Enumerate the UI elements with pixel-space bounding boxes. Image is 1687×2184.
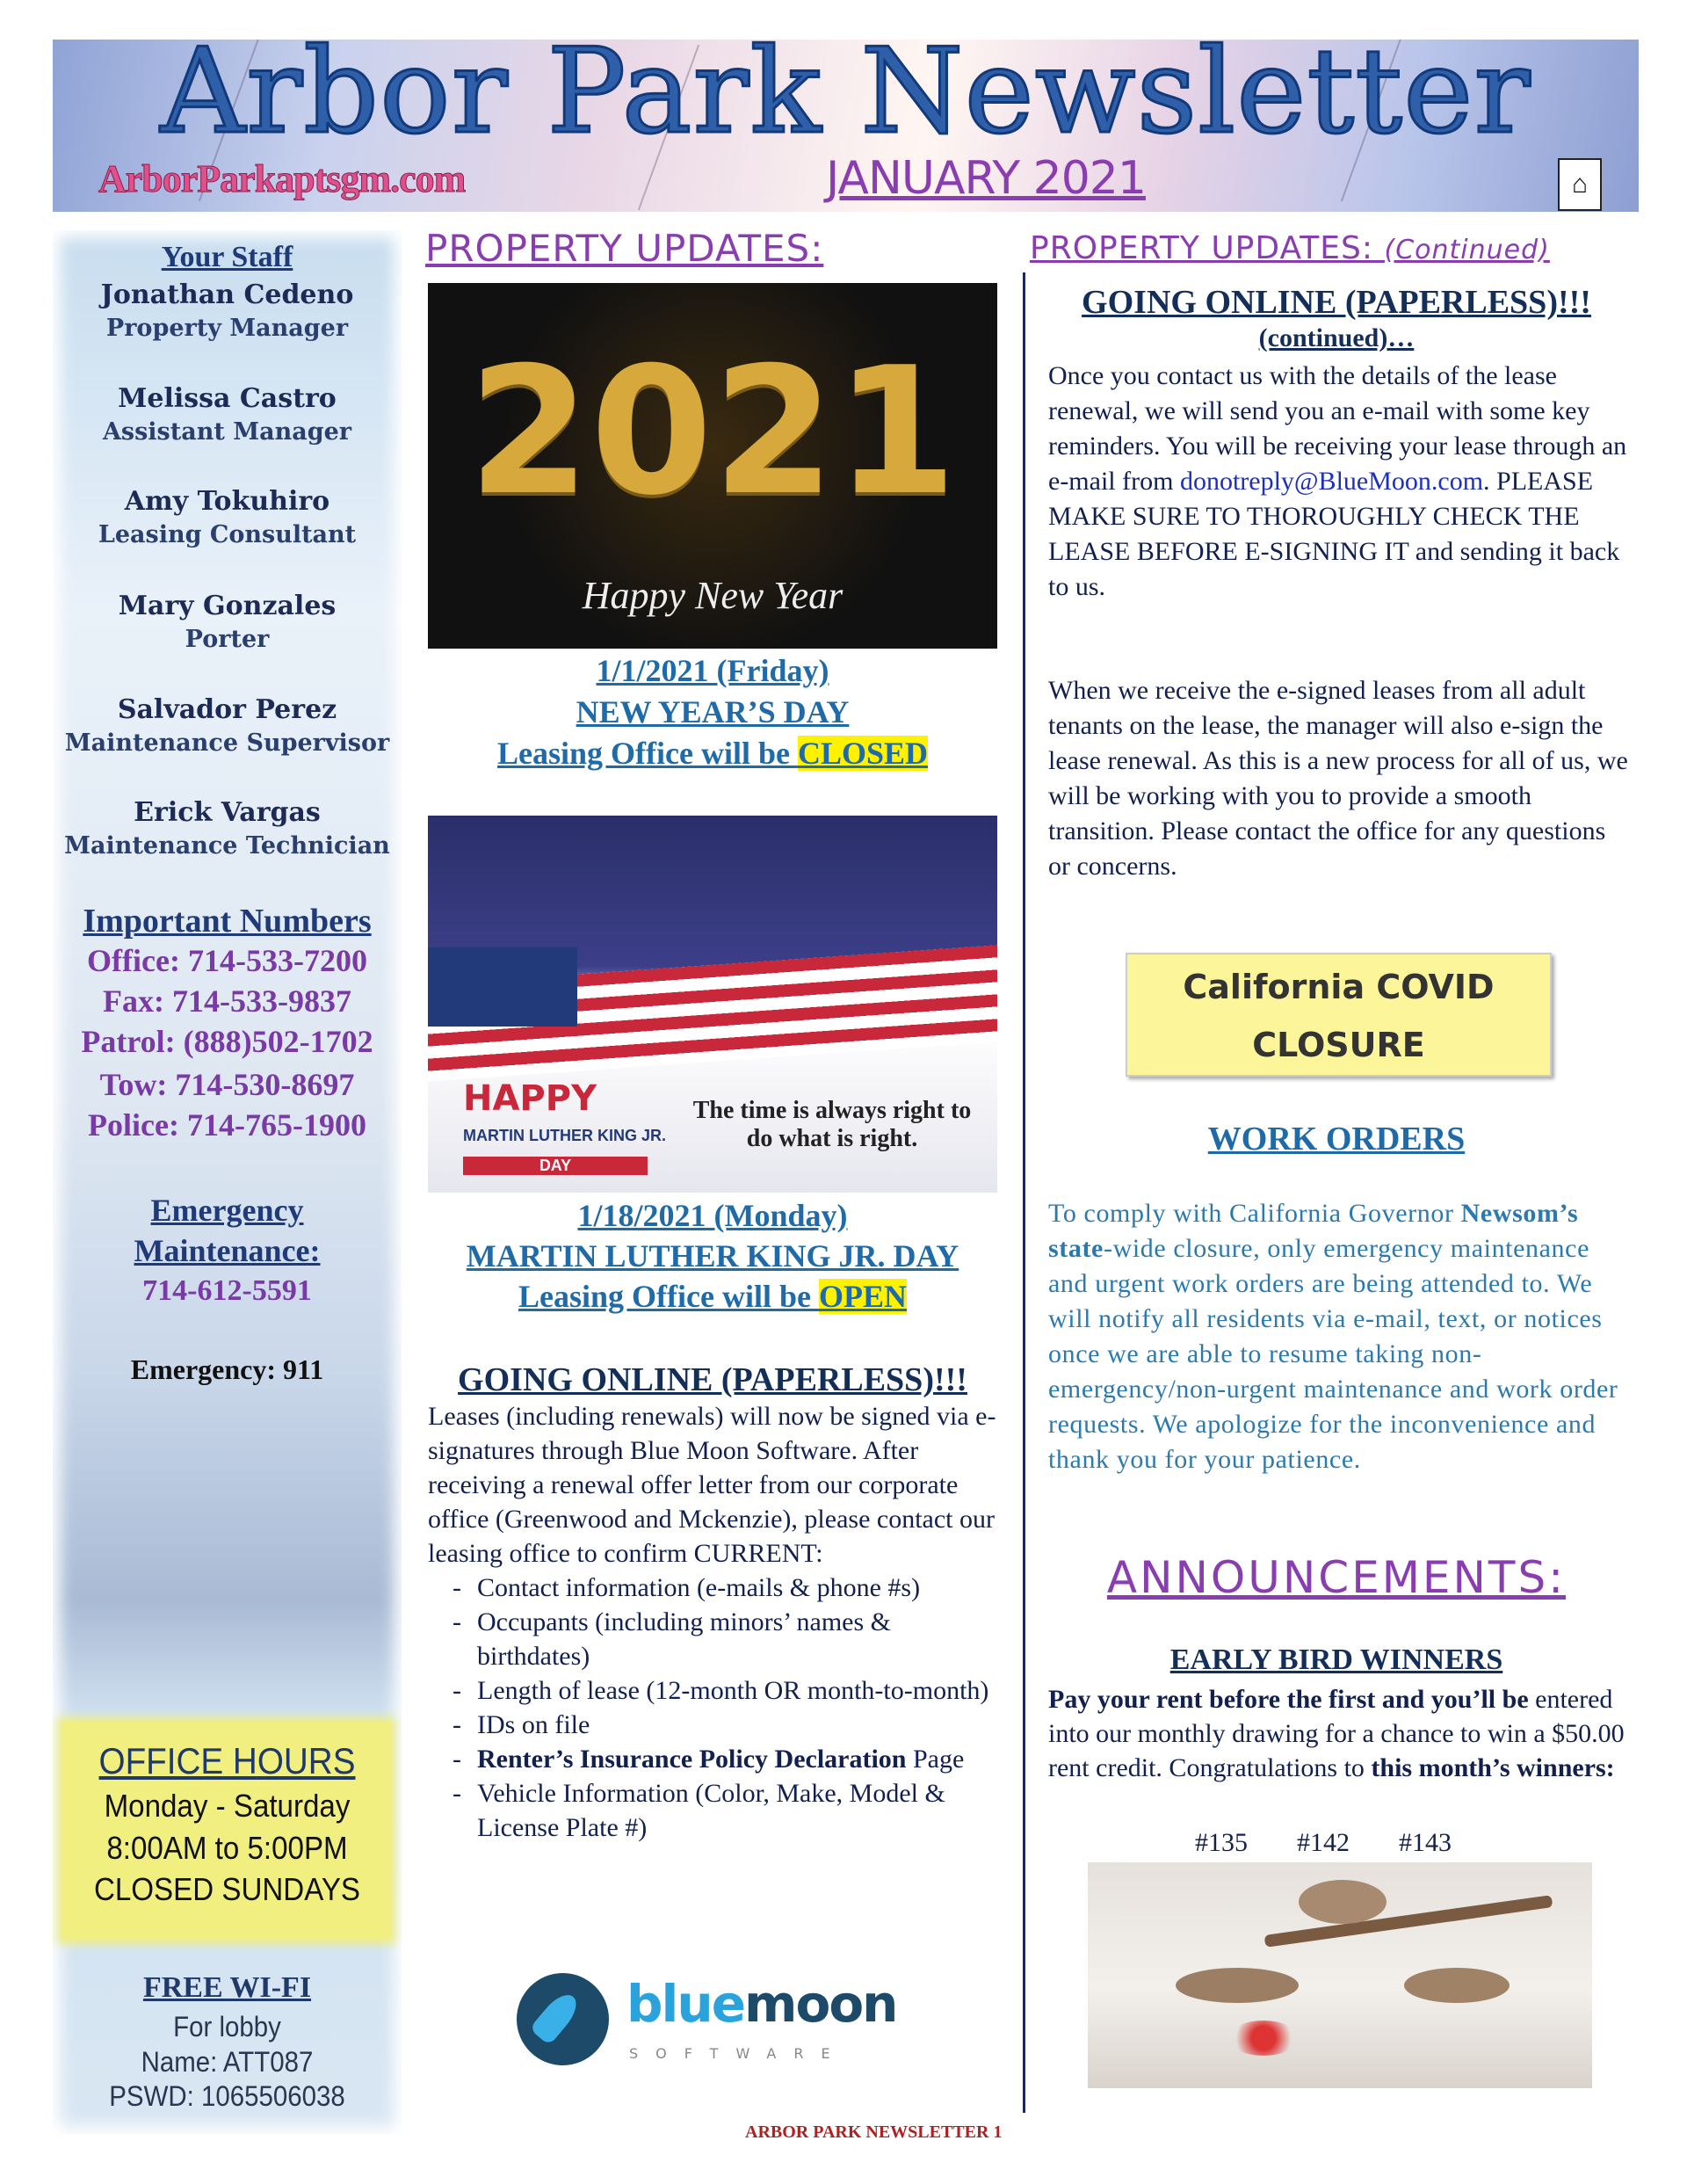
wifi-line: PSWD: 1065506038 <box>109 2080 345 2112</box>
staff-name: Melissa Castro <box>118 383 337 414</box>
equal-housing-icon: ⌂ <box>1558 158 1602 211</box>
text-bold: Pay your rent before the first and you’ll be <box>1048 1685 1529 1714</box>
website-link[interactable]: ArborParkaptsgm.com <box>98 157 466 200</box>
paperless-body <box>428 1399 999 1845</box>
image-day: DAY <box>463 1157 648 1175</box>
office-status-prefix: Leasing Office will be <box>496 736 798 771</box>
image-happy: HAPPY <box>463 1078 597 1119</box>
staff-role: Leasing Consultant <box>98 521 357 548</box>
early-bird-body <box>1048 1682 1628 1785</box>
winner: #142 <box>1297 1828 1350 1857</box>
phone-patrol: Patrol: (888)502-1702 <box>81 1024 373 1059</box>
list-item: - Contact information (e-mails & phone #s) <box>428 1571 999 1605</box>
logo-software: SOFTWARE <box>629 2045 848 2062</box>
office-status-prefix: Leasing Office will be <box>518 1279 819 1314</box>
announcements-heading: ANNOUNCEMENTS: <box>1106 1552 1567 1603</box>
heading-suffix: (Continued) <box>1384 235 1550 265</box>
staff-heading: Your Staff <box>161 241 293 273</box>
header-banner <box>53 40 1639 212</box>
new-year-image <box>428 283 997 649</box>
office-hours-line: 8:00AM to 5:00PM <box>106 1830 348 1866</box>
column-divider <box>1023 272 1025 2113</box>
list-item-bold: Renter’s Insurance Policy Declaration <box>477 1745 907 1774</box>
image-2021-text: 2021 <box>467 330 958 534</box>
office-hours-heading: OFFICE HOURS <box>98 1740 356 1781</box>
wifi-line: For lobby <box>173 2011 281 2043</box>
office-hours-line: CLOSED SUNDAYS <box>93 1871 361 1907</box>
paperless-list <box>428 1571 999 1845</box>
event-office-status <box>428 1278 997 1315</box>
image-quote: The time is always right to do what is right. <box>692 1097 972 1152</box>
list-item: - Occupants (including minors’ names & birthdates) <box>428 1605 999 1673</box>
covid-line: CLOSURE <box>1252 1026 1425 1064</box>
list-item-tail: Page <box>906 1745 965 1774</box>
list-item: - Vehicle Information (Color, Make, Model & License Plate #) <box>428 1776 999 1845</box>
staff-role: Maintenance Supervisor <box>64 729 390 757</box>
staff-role: Property Manager <box>105 315 349 342</box>
early-bird-heading: EARLY BIRD WINNERS <box>1169 1643 1503 1676</box>
winners-list <box>1195 1826 1452 1860</box>
page-footer: ARBOR PARK NEWSLETTER 1 <box>745 2122 1003 2142</box>
winner: #143 <box>1399 1828 1452 1857</box>
phone-tow: Tow: 714-530-8697 <box>99 1067 355 1102</box>
paperless-p2: When we receive the e-signed leases from all adult tenants on the lease, the manager will also e-sign the lease renewal. As this is a new process for all of us, we will be working with you to provide a smooth transition. Please contact the office for any questions or concerns. <box>1048 676 1628 881</box>
staff-name: Mary Gonzales <box>118 591 337 621</box>
newsletter-title: Arbor Park Newsletter <box>160 40 1531 160</box>
staff-name: Salvador Perez <box>117 694 337 725</box>
wifi-line: Name: ATT087 <box>141 2046 314 2078</box>
phone-fax: Fax: 714-533-9837 <box>103 983 351 1019</box>
staff-role: Porter <box>185 626 270 653</box>
birds-image <box>1088 1862 1592 2088</box>
rocket-icon <box>517 1973 609 2065</box>
property-updates-continued-heading <box>1030 230 1550 266</box>
text-bold: this month’s winners: <box>1371 1753 1615 1782</box>
email-link[interactable]: donotreply@BlueMoon.com <box>1179 467 1484 496</box>
list-item: - Length of lease (12-month OR month-to-month) <box>428 1673 999 1708</box>
office-hours-line: Monday - Saturday <box>104 1788 351 1824</box>
bird-icon <box>1176 1968 1299 2003</box>
issue-month: JANUARY 2021 <box>826 152 1146 205</box>
covid-line: California COVID <box>1183 968 1495 1006</box>
emergency-heading: Emergency <box>150 1193 304 1228</box>
winner: #135 <box>1195 1828 1248 1857</box>
continued-label: (continued)… <box>1258 323 1415 352</box>
event-office-status <box>428 735 997 772</box>
logo-blue: blue <box>626 1974 745 2034</box>
emergency-911: Emergency: 911 <box>130 1353 324 1385</box>
text: Once you contact us with the details of the lease renewal, we will send you an e-mail with some key reminders. You will be receiving your lease through an e-mail from <box>1048 361 1627 496</box>
status-open: OPEN <box>818 1279 907 1314</box>
numbers-heading: Important Numbers <box>83 903 372 940</box>
text: . PLEASE MAKE SURE TO THOROUGHLY CHECK THE LEASE BEFORE E-SIGNING IT and sending it back to us. <box>1048 467 1620 601</box>
staff-role: Maintenance Technician <box>64 832 390 860</box>
image-happy-new-year: Happy New Year <box>582 574 844 617</box>
logo-moon: moon <box>744 1974 897 2034</box>
event-name: NEW YEAR’S DAY <box>576 694 850 729</box>
text-bold: Newsom’s state <box>1048 1199 1579 1263</box>
paperless-heading: GOING ONLINE (PAPERLESS)!!! <box>458 1361 967 1398</box>
event-date: 1/18/2021 (Monday) <box>577 1198 848 1233</box>
paperless-intro: Leases (including renewals) will now be signed via e-signatures through Blue Moon Software. After receiving a renewal offer letter from our corporate office (Greenwood and Mckenzie), please contact our leasing office to confirm CURRENT: <box>428 1402 996 1568</box>
list-item <box>428 1742 999 1776</box>
bluemoon-logo <box>517 1973 912 2070</box>
wifi-heading: FREE WI-FI <box>142 1971 312 2004</box>
bird-icon <box>1404 1968 1510 2003</box>
covid-closure-box <box>1126 953 1552 1077</box>
work-orders-body <box>1048 1196 1628 1477</box>
text: To comply with California Governor <box>1048 1199 1461 1228</box>
image-mlk: MARTIN LUTHER KING JR. <box>463 1127 666 1144</box>
emergency-heading: Maintenance: <box>134 1233 321 1268</box>
paperless-continued-heading: GOING ONLINE (PAPERLESS)!!! <box>1082 284 1591 321</box>
bird-icon <box>1299 1880 1387 1924</box>
staff-role: Assistant Manager <box>102 418 352 446</box>
list-item: - IDs on file <box>428 1708 999 1742</box>
staff-name: Jonathan Cedeno <box>100 279 354 310</box>
status-closed: CLOSED <box>797 736 928 771</box>
mlk-day-image <box>428 816 997 1193</box>
emergency-phone: 714-612-5591 <box>142 1274 312 1307</box>
event-name: MARTIN LUTHER KING JR. DAY <box>466 1238 959 1273</box>
staff-name: Amy Tokuhiro <box>124 486 330 517</box>
phone-police: Police: 714-765-1900 <box>88 1107 366 1143</box>
text: -wide closure, only emergency maintenance and urgent work orders are being attended to. We will notify all residents via e-mail, text, or notices once we are able to resume taking non-emergency/non-urgent maintenance and work order requests. We apologize for the inconvenience and thank you for your patience. <box>1048 1234 1618 1474</box>
property-updates-heading: PROPERTY UPDATES: <box>425 227 824 270</box>
staff-name: Erick Vargas <box>134 797 321 828</box>
text: entered into our monthly drawing for a chance to win a $50.00 rent credit. Congratulations to <box>1048 1685 1625 1782</box>
heading-text: PROPERTY UPDATES: <box>1030 230 1374 266</box>
phone-office: Office: 714-533-7200 <box>87 943 367 978</box>
work-orders-heading: WORK ORDERS <box>1207 1121 1466 1157</box>
event-date: 1/1/2021 (Friday) <box>596 653 829 688</box>
paperless-continued-body <box>1048 359 1628 605</box>
